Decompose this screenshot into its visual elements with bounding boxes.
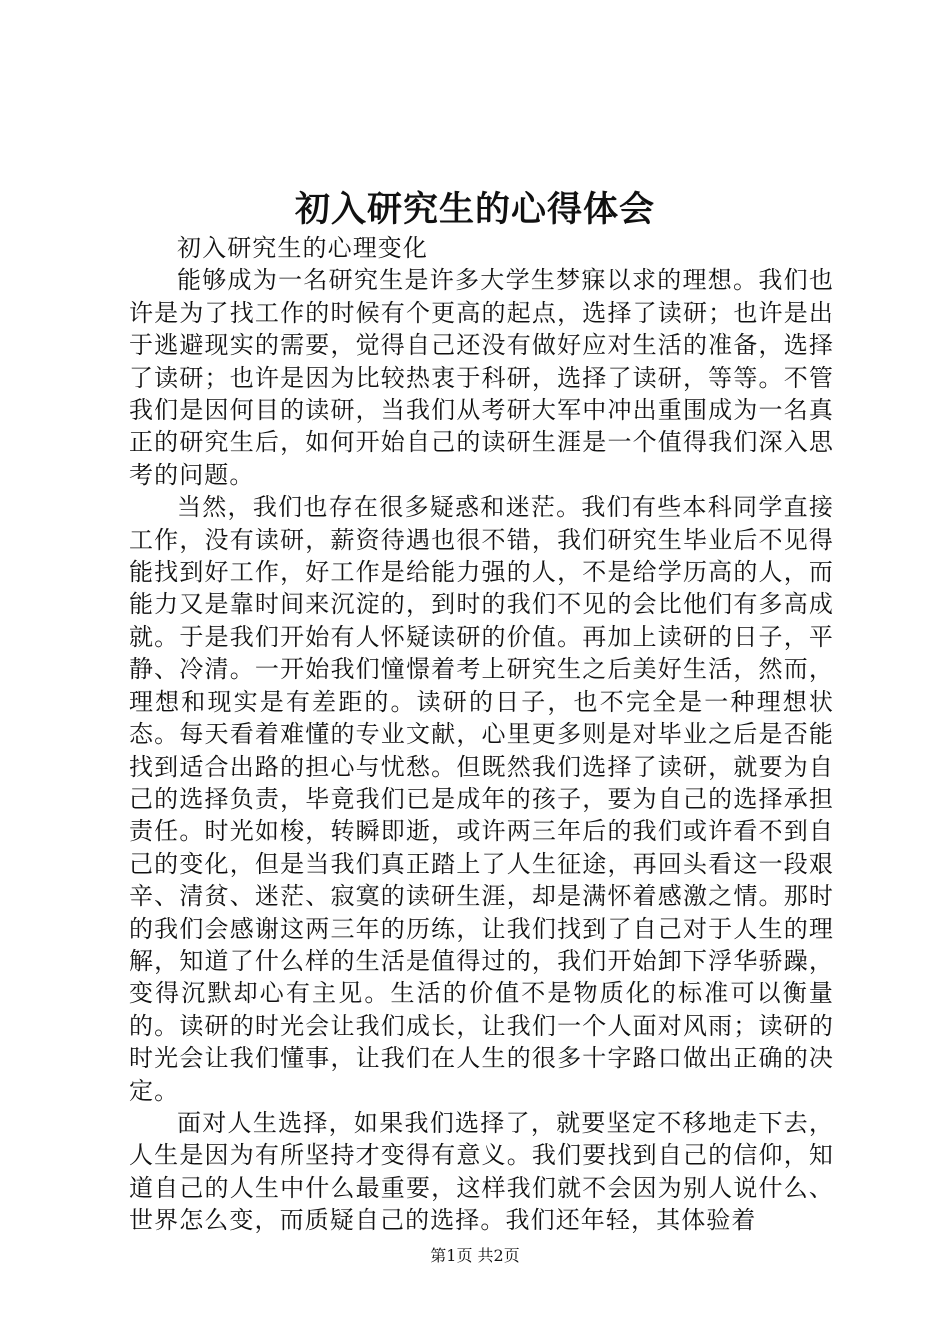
- page-footer: 第1页 共2页: [430, 1246, 520, 1265]
- body-paragraph: 面对人生选择，如果我们选择了，就要坚定不移地走下去，人生是因为有所坚持才变得有意义。我们要找到自己的信仰，知道自己的人生中什么最重要，这样我们就不会因为别人说什么、世界怎么变，而质疑自己的选择。我们还年轻，其体验着: [129, 1108, 834, 1235]
- body-paragraph: 能够成为一名研究生是许多大学生梦寐以求的理想。我们也许是为了找工作的时候有个更高的起点，选择了读研；也许是出于逃避现实的需要，觉得自己还没有做好应对生活的准备，选择了读研；也许是因为比较热衷于科研，选择了读研，等等。不管我们是因何目的读研，当我们从考研大军中冲出重围成为一名真正的研究生后，如何开始自己的读研生涯是一个值得我们深入思考的问题。: [129, 266, 834, 489]
- document-title: 初入研究生的心得体会: [294, 189, 655, 230]
- subtitle-paragraph: 初入研究生的心理变化: [177, 234, 428, 262]
- body-paragraph: 当然，我们也存在很多疑惑和迷茫。我们有些本科同学直接工作，没有读研，薪资待遇也很不错，我们研究生毕业后不见得能找到好工作，好工作是给能力强的人，不是给学历高的人，而能力又是靠时间来沉淀的，到时的我们不见的会比他们有多高成就。于是我们开始有人怀疑读研的价值。再加上读研的日子，平静、冷清。一开始我们憧憬着考上研究生之后美好生活，然而，理想和现实是有差距的。读研的日子，也不完全是一种理想状态。每天看着难懂的专业文献，心里更多则是对毕业之后是否能找到适合出路的担心与忧愁。但既然我们选择了读研，就要为自己的选择负责，毕竟我们已是成年的孩子，要为自己的选择承担责任。时光如梭，转瞬即逝，或许两三年后的我们或许看不到自己的变化，但是当我们真正踏上了人生征途，再回头看这一段艰辛、清贫、迷茫、寂寞的读研生涯，却是满怀着感激之情。那时的我们会感谢这两三年的历练，让我们找到了自己对于人生的理解，知道了什么样的生活是值得过的，我们开始卸下浮华骄躁，变得沉默却心有主见。生活的价值不是物质化的标准可以衡量的。读研的时光会让我们成长，让我们一个人面对风雨；读研的时光会让我们懂事，让我们在人生的很多十字路口做出正确的决定。: [129, 493, 834, 1105]
- document-body: [129, 232, 834, 1237]
